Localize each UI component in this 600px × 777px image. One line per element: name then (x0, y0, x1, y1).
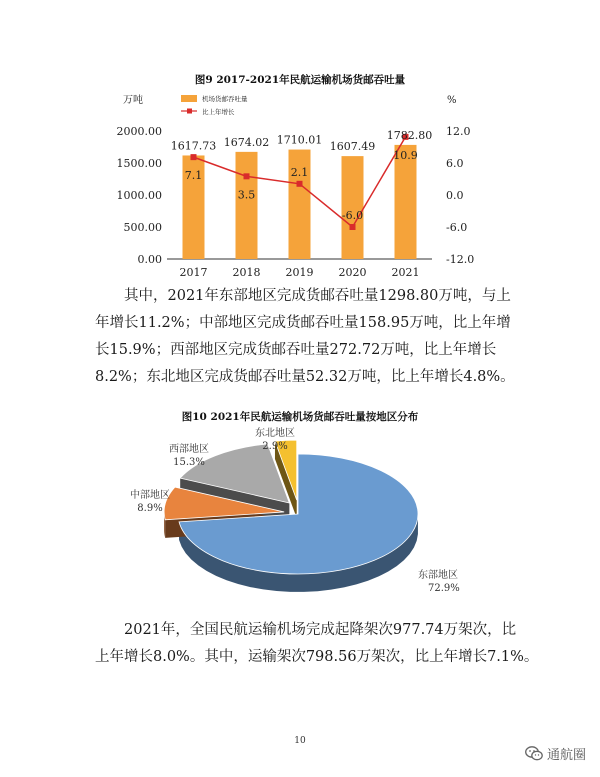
left-tick-label: 1000.00 (116, 189, 162, 202)
paragraph-line: 上年增长8.0%。其中，运输架次798.56万架次，比上年增长7.1%。 (95, 649, 539, 665)
slice-pct-label: 15.3% (173, 457, 205, 468)
bar-data-label: 1607.49 (329, 140, 376, 154)
bar-2020 (342, 156, 364, 259)
growth-data-label: 2.1 (290, 165, 309, 179)
paragraph-line: 2021年，全国民航运输机场完成起降架次977.74万架次，比 (124, 622, 517, 638)
slice-pct-label: 72.9% (428, 583, 460, 594)
watermark-text: 通航圈 (546, 748, 586, 763)
figure10-title: 图10 2021年民航运输机场货邮吞吐量按地区分布 (181, 411, 419, 423)
bar-2018 (236, 152, 258, 259)
x-tick-label: 2017 (179, 266, 208, 279)
paragraph-regional-cargo (95, 283, 515, 391)
right-axis-unit: % (447, 95, 457, 106)
paragraph-takeoffs (95, 617, 539, 671)
growth-marker-2020 (350, 224, 356, 230)
left-tick-label: 0.00 (137, 253, 162, 266)
slice-pct-label: 8.9% (137, 503, 163, 514)
figure10-chart (0, 422, 600, 612)
x-tick-label: 2018 (232, 266, 261, 279)
legend-label-bar: 机场货邮吞吐量 (202, 95, 248, 103)
left-tick-label: 1500.00 (116, 157, 162, 170)
watermark (525, 744, 586, 763)
slice-label: 东部地区 (418, 570, 458, 581)
growth-data-label: 3.5 (237, 188, 256, 202)
x-tick-label: 2021 (391, 266, 420, 279)
legend-label-line: 比上年增长 (202, 108, 235, 116)
right-tick-label: -6.0 (446, 221, 468, 234)
x-tick-label: 2020 (338, 266, 367, 279)
x-tick-label: 2019 (285, 266, 314, 279)
right-tick-label: 0.0 (446, 189, 464, 202)
left-axis-unit: 万吨 (123, 95, 143, 106)
legend-swatch-marker (187, 109, 192, 114)
slice-pct-label: 2.9% (262, 441, 288, 452)
growth-marker-2019 (297, 181, 303, 187)
bar-data-label: 1710.01 (276, 133, 323, 147)
paragraph-line: 长15.9%；西部地区完成货邮吞吐量272.72万吨，比上年增长 (95, 342, 497, 358)
slice-label: 东北地区 (255, 428, 295, 439)
left-tick-label: 2000.00 (116, 125, 162, 138)
right-tick-label: 12.0 (446, 125, 471, 138)
left-tick-label: 500.00 (123, 221, 162, 234)
bar-data-label: 1617.73 (170, 139, 217, 153)
page-number: 10 (294, 736, 306, 746)
bar-2021 (395, 145, 417, 259)
figure9-title: 图9 2017-2021年民航运输机场货邮吞吐量 (194, 74, 406, 86)
right-tick-label: -12.0 (446, 253, 475, 266)
figure9-chart (0, 88, 600, 288)
bar-data-label: 1674.02 (223, 135, 270, 149)
legend-swatch-bar (181, 95, 197, 102)
growth-data-label: 10.9 (393, 148, 418, 162)
right-tick-label: 6.0 (446, 157, 464, 170)
slice-label: 中部地区 (130, 490, 170, 501)
growth-marker-2018 (244, 173, 250, 179)
growth-data-label: -6.0 (341, 209, 364, 222)
growth-marker-2017 (191, 154, 197, 160)
wechat-icon (525, 746, 543, 761)
bar-data-label: 1782.80 (386, 128, 433, 142)
paragraph-line: 其中，2021年东部地区完成货邮吞吐量1298.80万吨，与上 (124, 288, 511, 304)
paragraph-line: 年增长11.2%；中部地区完成货邮吞吐量158.95万吨，比上年增 (95, 315, 511, 331)
slice-label: 西部地区 (169, 444, 209, 455)
growth-data-label: 7.1 (184, 169, 203, 183)
paragraph-line: 8.2%；东北地区完成货邮吞吐量52.32万吨，比上年增长4.8%。 (95, 369, 515, 385)
